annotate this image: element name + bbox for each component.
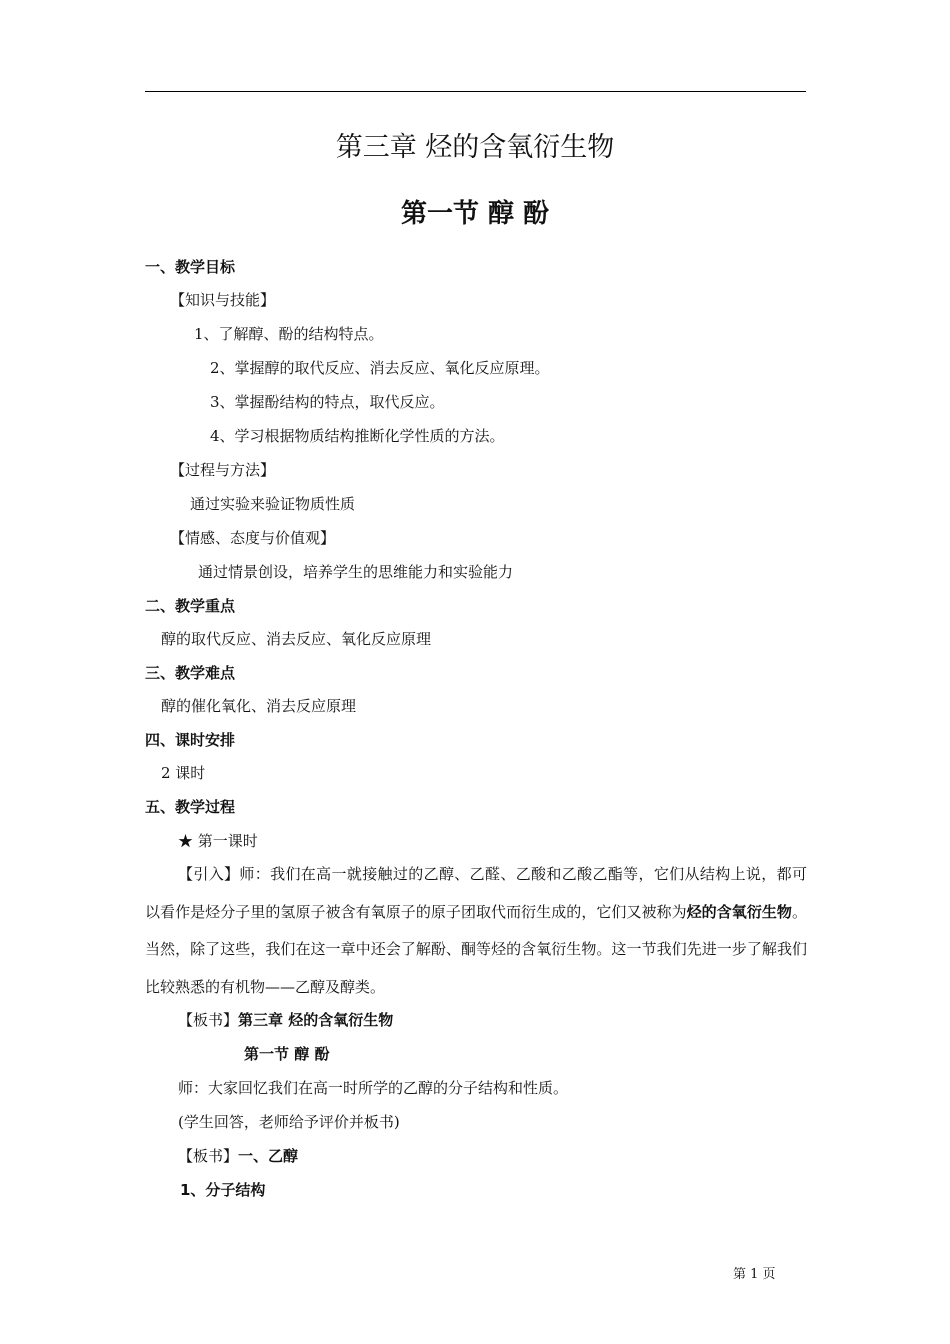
intro-paragraph: [145, 856, 807, 1006]
heading-difficulties: 三、教学难点: [145, 664, 236, 682]
knowledge-item-2: 2、掌握醇的取代反应、消去反应、氧化反应原理。: [210, 359, 550, 377]
intro-text-a: 师：我们在高一就接触过的乙醇、乙醛、乙酸和乙酸乙酯等，它们从结构上说，都可以看作是烃分子里的氢原子被含有氧原子的原子团取代而衍生成的，它们又被称为: [145, 865, 807, 921]
student-line: (学生回答，老师给予评价并板书): [178, 1113, 400, 1131]
keypoints-text: 醇的取代反应、消去反应、氧化反应原理: [161, 630, 432, 648]
label-knowledge: 【知识与技能】: [170, 291, 276, 309]
heading-keypoints: 二、教学重点: [145, 597, 236, 615]
board-subtitle: 第一节 醇 酚: [244, 1045, 330, 1063]
teacher-line: 师：大家回忆我们在高一时所学的乙醇的分子结构和性质。: [178, 1079, 569, 1097]
heading-process: 五、教学过程: [145, 798, 236, 816]
item-molecular-structure: 1、分子结构: [180, 1181, 266, 1199]
process-text: 通过实验来验证物质性质: [190, 495, 356, 513]
intro-tag: 【引入】: [178, 865, 240, 883]
knowledge-item-3: 3、掌握酚结构的特点，取代反应。: [210, 393, 445, 411]
board-tag-1: 【板书】: [178, 1011, 239, 1029]
lesson-label: ★ 第一课时: [178, 832, 258, 850]
board-note-1: [178, 1010, 393, 1030]
label-process: 【过程与方法】: [170, 461, 276, 479]
label-attitude: 【情感、态度与价值观】: [170, 529, 336, 547]
heading-goals: 一、教学目标: [145, 258, 236, 276]
header-rule: [145, 91, 806, 92]
knowledge-item-4: 4、学习根据物质结构推断化学性质的方法。: [210, 427, 505, 445]
section-title: 第一节 醇 酚: [400, 199, 550, 229]
board-note-2: [178, 1146, 298, 1166]
difficulties-text: 醇的催化氧化、消去反应原理: [161, 697, 357, 715]
intro-text-b: 。当然，除了这些，我们在这一章中还会了解酚、酮等烃的含氧衍生物。这一节我们先进一步了解我们比较熟悉的有机物——乙醇及醇类。: [145, 902, 807, 996]
board-text-2: 一、乙醇: [238, 1147, 299, 1165]
chapter-title: 第三章 烃的含氧衍生物: [335, 132, 615, 163]
intro-bold-term: 烃的含氧衍生物: [686, 902, 792, 921]
schedule-text: 2 课时: [161, 764, 206, 782]
attitude-text: 通过情景创设，培养学生的思维能力和实验能力: [198, 563, 514, 581]
heading-schedule: 四、课时安排: [145, 731, 236, 749]
board-text-1: 第三章 烃的含氧衍生物: [238, 1011, 394, 1029]
page-number: 第 1 页: [733, 1267, 776, 1282]
board-tag-2: 【板书】: [178, 1147, 239, 1165]
knowledge-item-1: 1、了解醇、酚的结构特点。: [194, 325, 384, 343]
